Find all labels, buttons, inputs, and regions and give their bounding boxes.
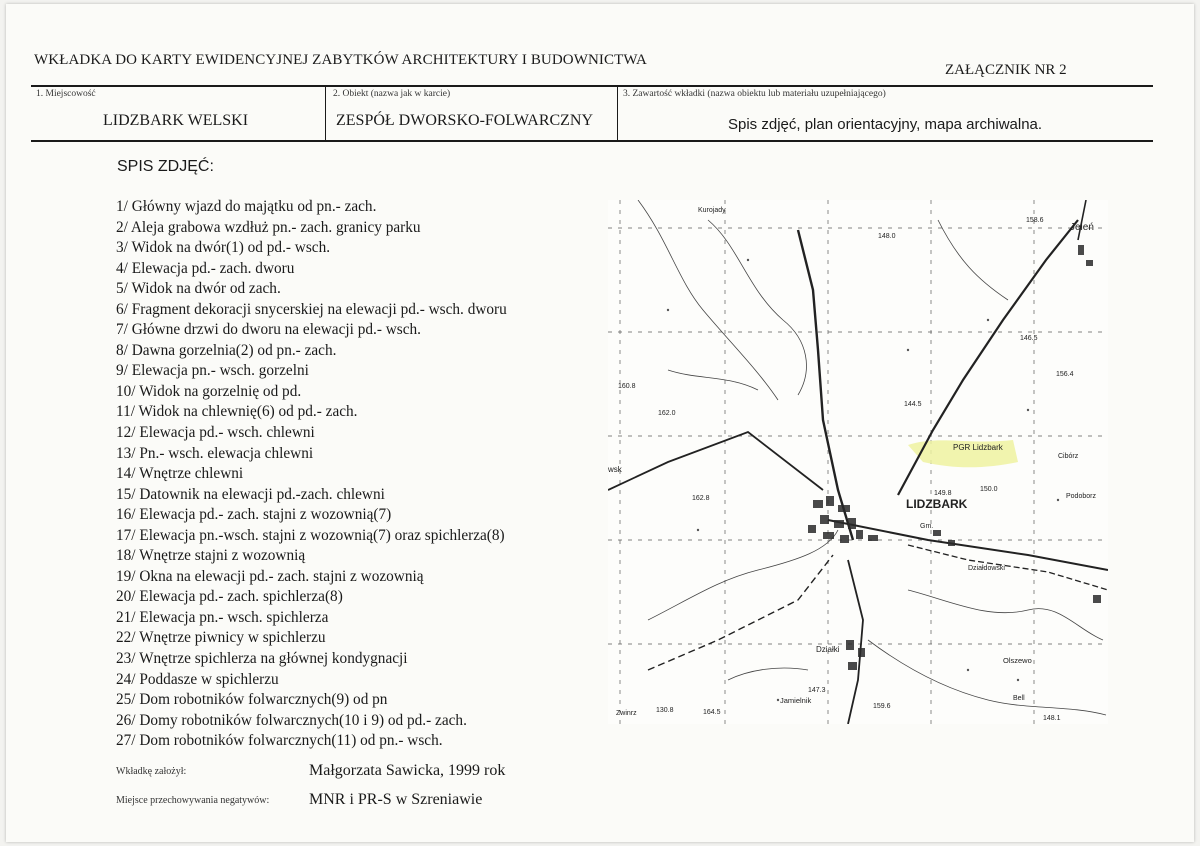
map-label-wsk: wsk [608, 465, 622, 474]
field-separator-2 [617, 87, 618, 140]
map-label-dzialdowski: Działdowski [968, 565, 1005, 572]
map-elevation-label: 164.5 [703, 709, 721, 716]
photo-list-item: 4/ Elewacja pd.- zach. dworu [116, 259, 295, 277]
content-value: Spis zdjęć, plan orientacyjny, mapa archiwalna. [728, 116, 1043, 133]
map-elevation-label: 159.6 [873, 703, 891, 710]
photo-list-item: 6/ Fragment dekoracji snycerskiej na elewacji pd.- wsch. dworu [116, 300, 507, 318]
map-elevation-label: 147.3 [808, 687, 826, 694]
photo-list-item: 25/ Dom robotników folwarcznych(9) od pn [116, 691, 388, 709]
map-elevation-label: 160.8 [618, 383, 636, 390]
object-label: 2. Obiekt (nazwa jak w karcie) [333, 89, 451, 99]
map-elevation-label: 149.8 [934, 490, 952, 497]
photo-list-item: 10/ Widok na gorzelnię od pd. [116, 382, 302, 400]
photo-list-item: 9/ Elewacja pn.- wsch. gorzelni [116, 362, 309, 380]
author-value: Małgorzata Sawicka, 1999 rok [309, 762, 506, 779]
photo-list-item: 5/ Widok na dwór od zach. [116, 280, 281, 298]
photo-list-item: 23/ Wnętrze spichlerza na głównej kondygnacji [116, 650, 408, 668]
photo-list-item: 13/ Pn.- wsch. elewacja chlewni [116, 444, 314, 462]
photo-list-heading: SPIS ZDJĘĆ: [117, 158, 214, 175]
map-label-gm: Gm. [920, 523, 934, 530]
map-label-town: LIDZBARK [906, 497, 968, 511]
photo-list-item: 15/ Datownik na elewacji pd.-zach. chlewni [116, 485, 385, 503]
map-elevation-label: 150.0 [980, 486, 998, 493]
map-label-dzialki: Działki [816, 645, 840, 654]
map-elevation-label: 148.0 [878, 233, 896, 240]
photo-list-item: 12/ Elewacja pd.- wsch. chlewni [116, 424, 315, 442]
map-elevation-label: 146.5 [1020, 335, 1038, 342]
map-label-jamielnik: Jamielnik [780, 696, 812, 705]
photo-list-item: 27/ Dom robotników folwarcznych(11) od pn.- wsch. [116, 732, 443, 750]
photo-list-item: 3/ Widok na dwór(1) od pd.- wsch. [116, 239, 331, 257]
content-label: 3. Zawartość wkładki (nazwa obiektu lub materiału uzupełniającego) [623, 89, 886, 99]
annex-label: ZAŁĄCZNIK NR 2 [945, 62, 1067, 78]
object-value: ZESPÓŁ DWORSKO-FOLWARCZNY [336, 112, 594, 129]
map-label-bell: Bell [1013, 695, 1025, 702]
photo-list-item: 19/ Okna na elewacji pd.- zach. stajni z wozownią [116, 567, 424, 585]
map-drawing [608, 200, 1108, 724]
document-title: WKŁADKA DO KARTY EWIDENCYJNEJ ZABYTKÓW ARCHITEKTURY I BUDOWNICTWA [34, 52, 647, 68]
locality-value: LIDZBARK WELSKI [103, 112, 249, 129]
photo-list-item: 24/ Poddasze w spichlerzu [116, 670, 279, 688]
map-elevation-label: 144.5 [904, 401, 922, 408]
map-elevation-label: 156.4 [1056, 371, 1074, 378]
photo-list-item: 2/ Aleja grabowa wzdłuż pn.- zach. granicy parku [116, 218, 421, 236]
map-elevation-label: 148.1 [1043, 715, 1061, 722]
map-label-podoborz: Podoborz [1066, 493, 1096, 500]
map-elevation-label: 158.6 [1026, 217, 1044, 224]
photo-list-item: 8/ Dawna gorzelnia(2) od pn.- zach. [116, 341, 337, 359]
photo-list-item: 18/ Wnętrze stajni z wozownią [116, 547, 306, 565]
photo-list-item: 22/ Wnętrze piwnicy w spichlerzu [116, 629, 326, 647]
locality-label: 1. Miejscowość [36, 89, 96, 99]
map-elevation-label: 162.0 [658, 410, 676, 417]
storage-label: Miejsce przechowywania negatywów: [116, 795, 270, 806]
photo-list-item: 14/ Wnętrze chlewni [116, 465, 244, 483]
author-label: Wkładkę założył: [116, 766, 187, 777]
photo-list-item: 7/ Główne drzwi do dworu na elewacji pd.- wsch. [116, 321, 422, 339]
photo-list-item: 1/ Główny wjazd do majątku od pn.- zach. [116, 198, 377, 215]
map-label-pgr: PGR Lidzbark [953, 443, 1003, 452]
field-separator-1 [325, 87, 326, 140]
storage-value: MNR i PR-S w Szreniawie [309, 791, 483, 808]
map-label-jelen: Jeleń [1070, 222, 1094, 233]
photo-list-item: 16/ Elewacja pd.- zach. stajni z wozownią(7) [116, 506, 392, 524]
map-label-cibork: Cibórz [1058, 453, 1079, 460]
map-elevation-label: 162.8 [692, 495, 710, 502]
photo-list-item: 26/ Domy robotników folwarcznych(10 i 9) od pd.- zach. [116, 711, 467, 729]
photo-list [116, 197, 507, 752]
photo-list-item: 21/ Elewacja pn.- wsch. spichlerza [116, 608, 329, 626]
map-label-olszewo: Olszewo [1003, 656, 1032, 665]
archival-map [608, 200, 1108, 724]
header-rule-bottom [31, 140, 1153, 142]
photo-list-item: 17/ Elewacja pn.-wsch. stajni z wozownią(7) oraz spichlerza(8) [116, 526, 505, 544]
header-rule-top [31, 85, 1153, 87]
map-label-zwiniarz: Zwinrz [616, 710, 637, 717]
map-label-kurojady: Kurojady [698, 207, 726, 214]
photo-list-item: 11/ Widok na chlewnię(6) od pd.- zach. [116, 403, 358, 421]
photo-list-item: 20/ Elewacja pd.- zach. spichlerza(8) [116, 588, 343, 606]
map-elevation-label: 130.8 [656, 707, 674, 714]
